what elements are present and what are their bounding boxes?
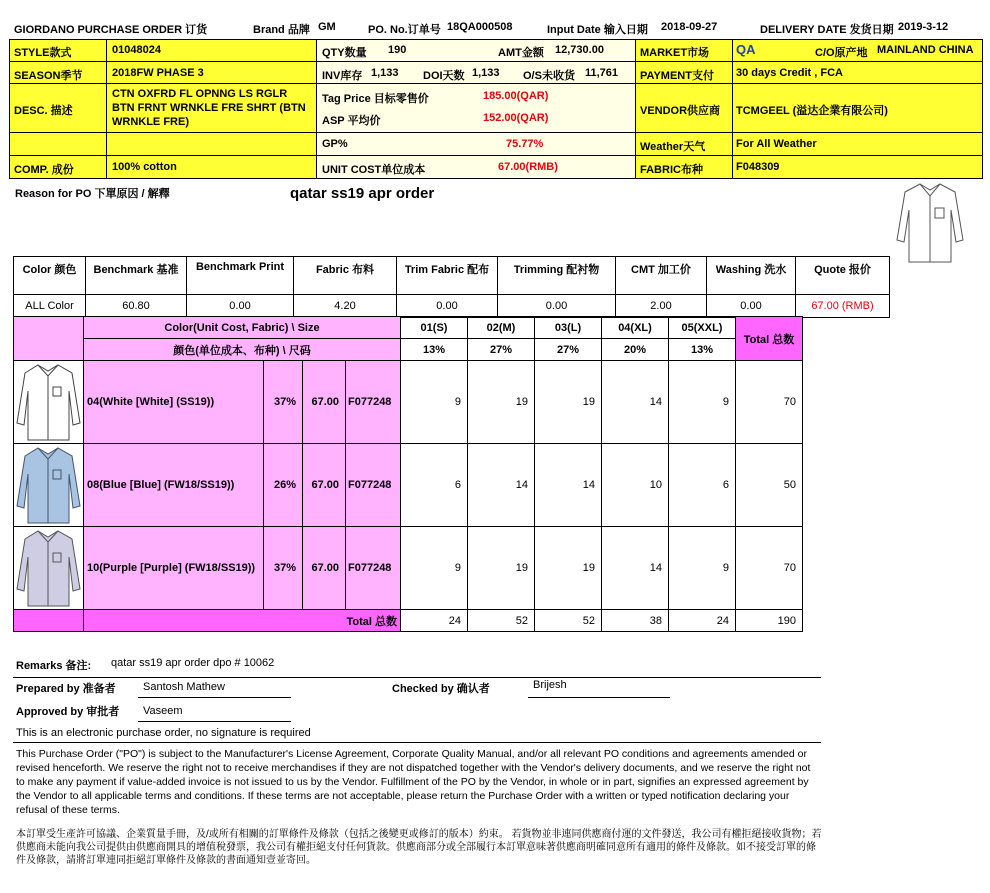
amt-label: AMT金额 [498,47,544,59]
market-label: MARKET市场 [640,47,710,59]
purple-shirt-thumbnail [14,527,84,610]
asp-value: 152.00(QAR) [483,112,549,124]
remarks-value: qatar ss19 apr order dpo # 10062 [111,657,275,669]
style-label: STYLE款式 [14,47,72,59]
market-value: QA [736,42,756,57]
size-pct: 20% [602,339,669,361]
size-total: 24 [669,610,736,632]
season-value: 2018FW PHASE 3 [112,67,204,79]
season-label: SEASON季节 [14,70,83,82]
checked-label: Checked by 确认者 [392,683,490,695]
qty-cell: 9 [669,361,736,444]
size-header: 03(L) [535,317,602,339]
size-table-title-cn: 颜色(单位成本、布种) \ 尺码 [84,339,401,361]
qty-cell: 14 [535,444,602,527]
size-header: 05(XXL) [669,317,736,339]
size-pct: 27% [535,339,602,361]
qty-cell: 19 [535,361,602,444]
desc-value: CTN OXFRD FL OPNNG LS RGLR BTN FRNT WRNKLE FRE SHRT (BTN WRNKLE FRE) [112,88,306,128]
qty-cell: 14 [602,527,669,610]
qty-cell: 19 [535,527,602,610]
row-total: 70 [736,527,803,610]
weather-label: Weather天气 [640,141,706,153]
amt-value: 12,730.00 [555,44,604,56]
size-pct: 27% [468,339,535,361]
gp-value: 75.77% [506,138,544,150]
weather-value: For All Weather [736,138,817,150]
delivery-value: 2019-3-12 [898,21,949,33]
delivery-label: DELIVERY DATE 发货日期 [760,24,894,36]
size-total: 52 [468,610,535,632]
size-total: 24 [401,610,468,632]
os-label: O/S未收货 [523,70,575,82]
totals-label: Total 总数 [84,610,401,632]
cost-value: 60.80 [86,295,187,318]
row-total: 50 [736,444,803,527]
qty-value: 190 [388,44,407,56]
size-quantity-table [13,316,803,632]
fabric-value: F048309 [736,161,780,173]
qty-cell: 9 [401,361,468,444]
payment-value: 30 days Credit , FCA [736,67,843,79]
qty-cell: 19 [468,527,535,610]
prepared-label: Prepared by 准备者 [16,683,116,695]
comp-value: 100% cotton [112,161,177,173]
qty-cell: 19 [468,361,535,444]
cost-header: Color 颜色 [14,257,86,295]
cost-value: ALL Color [14,295,86,318]
cost-value: 0.00 [397,295,498,318]
color-pct: 26% [264,444,303,527]
cost-value: 4.20 [294,295,397,318]
size-table-title: Color(Unit Cost, Fabric) \ Size [84,317,401,339]
size-header: 04(XL) [602,317,669,339]
vendor-value: TCMGEEL (溢达企業有限公司) [736,105,888,117]
qty-cell: 9 [401,527,468,610]
doi-value: 1,133 [472,67,500,79]
color-pct: 37% [264,527,303,610]
po-value: 18QA000508 [447,21,513,33]
cost-header: Benchmark Print [187,257,294,295]
color-fabric: F077248 [346,527,401,610]
gp-label: GP% [322,138,348,150]
color-pct: 37% [264,361,303,444]
qty-cell: 14 [468,444,535,527]
table-row [14,444,803,527]
cost-value: 0.00 [707,295,796,318]
remarks-label: Remarks 备注: [16,660,92,672]
cost-header: CMT 加工价 [616,257,707,295]
inv-value: 1,133 [371,67,399,79]
totals-row [14,610,803,632]
color-cost: 67.00 [303,361,346,444]
table-row [14,527,803,610]
input-date-label: Input Date 输入日期 [547,24,648,36]
brand-value: GM [318,21,336,33]
prepared-value: Santosh Mathew [143,681,225,693]
cost-header: Quote 报价 [796,257,890,295]
size-pct: 13% [401,339,468,361]
fabric-label: FABRIC布种 [640,164,703,176]
unit-cost-label: UNIT COST单位成本 [322,164,426,176]
terms-chinese: 本訂單受生產許可協議、企業質量手冊，及/或所有相關的訂單條件及條款（包括之後變更或修訂的版本）約束。 若貨物並非連同供應商付運的文件發送，我公司有權拒絕接收貨物；若供應商未能向我公司提供由供應商開具的增值稅發票，我公司有權拒絕支付任何貨款。供應商部分或全部履行本訂單意味著供應商明確同意所有適用的條件及條款。如不接受訂單的條件及條款，請將訂單連同拒絕訂單條件及條款的書面通知壹並寄回。 [16,829,822,866]
co-value: MAINLAND CHINA [877,44,974,56]
color-name: 08(Blue [Blue] (FW18/SS19)) [84,444,264,527]
qty-cell: 9 [669,527,736,610]
cost-header: Trimming 配衬物 [498,257,616,295]
desc-label: DESC. 描述 [14,105,73,117]
approved-label: Approved by 审批者 [16,706,120,718]
color-cost: 67.00 [303,527,346,610]
tag-price-label: Tag Price 目标零售价 [322,93,429,105]
cost-header: Fabric 布料 [294,257,397,295]
grand-total: 190 [736,610,803,632]
os-value: 11,761 [585,67,619,79]
size-total: 38 [602,610,669,632]
checked-value: Brijesh [533,679,567,691]
qty-cell: 6 [401,444,468,527]
qty-cell: 10 [602,444,669,527]
po-label: PO. No.订单号 [368,24,441,36]
cost-value: 67.00 (RMB) [796,295,890,318]
shirt-sketch-icon [893,180,967,266]
color-name: 10(Purple [Purple] (FW18/SS19)) [84,527,264,610]
inv-label: INV库存 [322,70,363,82]
cost-header: Trim Fabric 配布 [397,257,498,295]
input-date-value: 2018-09-27 [661,21,718,33]
co-label: C/O原产地 [815,47,868,59]
size-header: 01(S) [401,317,468,339]
cost-header: Benchmark 基准 [86,257,187,295]
color-cost: 67.00 [303,444,346,527]
vendor-label: VENDOR供应商 [640,105,721,117]
style-value: 01048024 [112,44,161,56]
tag-price-value: 185.00(QAR) [483,90,549,102]
color-fabric: F077248 [346,444,401,527]
size-pct: 13% [669,339,736,361]
color-name: 04(White [White] (SS19)) [84,361,264,444]
asp-label: ASP 平均价 [322,115,381,127]
comp-label: COMP. 成份 [14,164,74,176]
qty-cell: 6 [669,444,736,527]
approved-value: Vaseem [143,705,183,717]
po-info-block [9,39,983,179]
white-shirt-thumbnail [14,361,84,444]
payment-label: PAYMENT支付 [640,70,714,82]
cost-header: Washing 洗水 [707,257,796,295]
cost-value: 0.00 [498,295,616,318]
reason-label: Reason for PO 下單原因 / 解釋 [15,188,170,200]
qty-label: QTY数量 [322,47,367,59]
brand-label: Brand 品牌 [253,24,310,36]
terms-english: This Purchase Order ("PO") is subject to the Manufacturer's License Agreement, Corporate Quality Manual, and/or all relevant PO conditions and agreements amended or revised henceforth. We reserve the right not to receive merchandises if they are not dispatched together with the Vendor's delivery documents, and we reserve the right not to make any payment if value-added invoice is not issued to us by the Vendor. Fulfillment of the PO by the Vendor, in whole or in part, signifies an expressed agreement by the Vendor to all applicable terms and conditions. If these terms are not acceptable, please return the Purchase Order with a written or typed notification declaring your refusal of these terms. [16,748,811,816]
qty-cell: 14 [602,361,669,444]
cost-value: 2.00 [616,295,707,318]
color-fabric: F077248 [346,361,401,444]
electronic-note: This is an electronic purchase order, no signature is required [16,727,311,739]
company-title: GIORDANO PURCHASE ORDER 订货 [14,24,208,36]
total-header: Total 总数 [736,317,803,361]
size-header: 02(M) [468,317,535,339]
reason-value: qatar ss19 apr order [290,185,435,202]
blue-shirt-thumbnail [14,444,84,527]
size-total: 52 [535,610,602,632]
doi-label: DOI天数 [423,70,465,82]
cost-value: 0.00 [187,295,294,318]
unit-cost-value: 67.00(RMB) [498,161,558,173]
table-row [14,361,803,444]
cost-breakdown-table [13,256,890,318]
row-total: 70 [736,361,803,444]
